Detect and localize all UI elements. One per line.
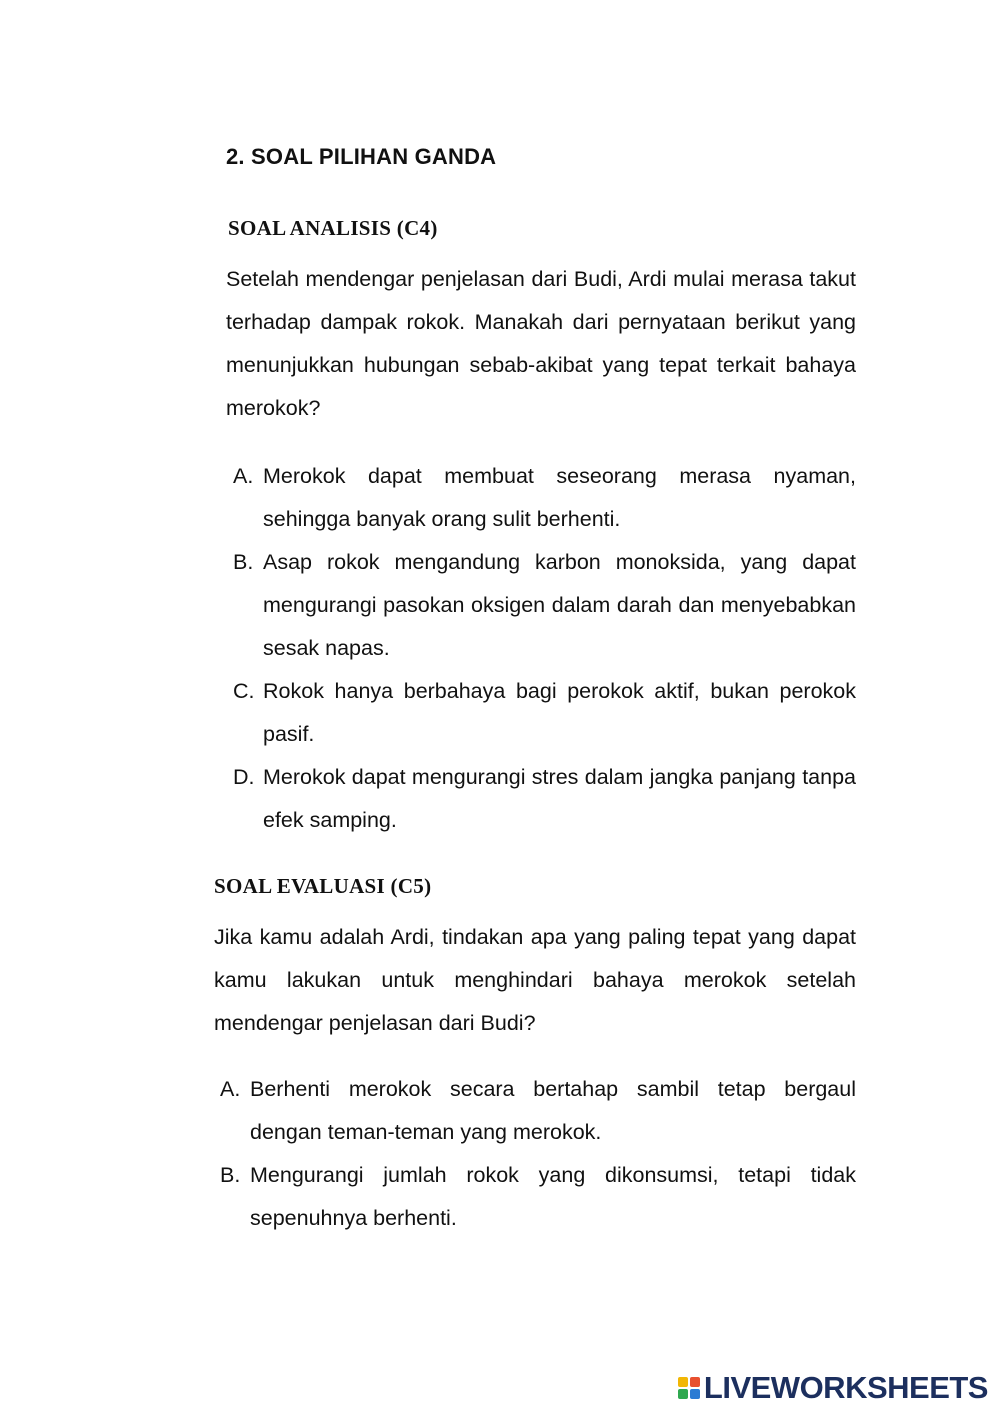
option-text: Merokok dapat mengurangi stres dalam jangka panjang tanpa efek samping.: [263, 765, 856, 832]
question-analisis: Setelah mendengar penjelasan dari Budi, Ardi mulai merasa takut terhadap dampak rokok. Manakah dari pernyataan berikut yang menunjukkan hubungan sebab-akibat yang tepat terkait bahaya merokok?: [226, 267, 856, 420]
brand-text: LIVEWORKSHEETS: [703, 1370, 988, 1405]
option-letter: A.: [220, 1077, 241, 1101]
option-c[interactable]: [233, 670, 856, 756]
options-evaluasi: [220, 1068, 856, 1240]
option-text: Merokok dapat membuat seseorang merasa nyaman, sehingga banyak orang sulit berhenti.: [263, 464, 856, 531]
option-b[interactable]: [233, 541, 856, 670]
liveworksheets-logo-icon: [678, 1377, 700, 1399]
logo-square: [678, 1389, 688, 1399]
option-text: Mengurangi jumlah rokok yang dikonsumsi, tetapi tidak sepenuhnya berhenti.: [250, 1163, 856, 1230]
liveworksheets-brand[interactable]: [678, 1370, 988, 1406]
section-heading-analisis: SOAL ANALISIS (C4): [228, 216, 438, 240]
option-a[interactable]: [233, 455, 856, 541]
options-analisis: [233, 455, 856, 842]
section-heading-evaluasi: SOAL EVALUASI (C5): [214, 874, 432, 898]
option-a[interactable]: [220, 1068, 856, 1154]
option-letter: B.: [233, 550, 254, 574]
option-letter: D.: [233, 765, 255, 789]
question-evaluasi: Jika kamu adalah Ardi, tindakan apa yang paling tepat yang dapat kamu lakukan untuk menghindari bahaya merokok setelah mendengar penjelasan dari Budi?: [214, 925, 856, 1035]
option-letter: A.: [233, 464, 254, 488]
option-b[interactable]: [220, 1154, 856, 1240]
option-letter: C.: [233, 679, 255, 703]
option-text: Berhenti merokok secara bertahap sambil tetap bergaul dengan teman-teman yang merokok.: [250, 1077, 856, 1144]
logo-square: [690, 1377, 700, 1387]
option-text: Rokok hanya berbahaya bagi perokok aktif, bukan perokok pasif.: [263, 679, 856, 746]
option-letter: B.: [220, 1163, 241, 1187]
logo-square: [678, 1377, 688, 1387]
option-d[interactable]: [233, 756, 856, 842]
page-title: 2. SOAL PILIHAN GANDA: [226, 144, 497, 169]
option-text: Asap rokok mengandung karbon monoksida, yang dapat mengurangi pasokan oksigen dalam darah dan menyebabkan sesak napas.: [263, 550, 856, 660]
logo-square: [690, 1389, 700, 1399]
